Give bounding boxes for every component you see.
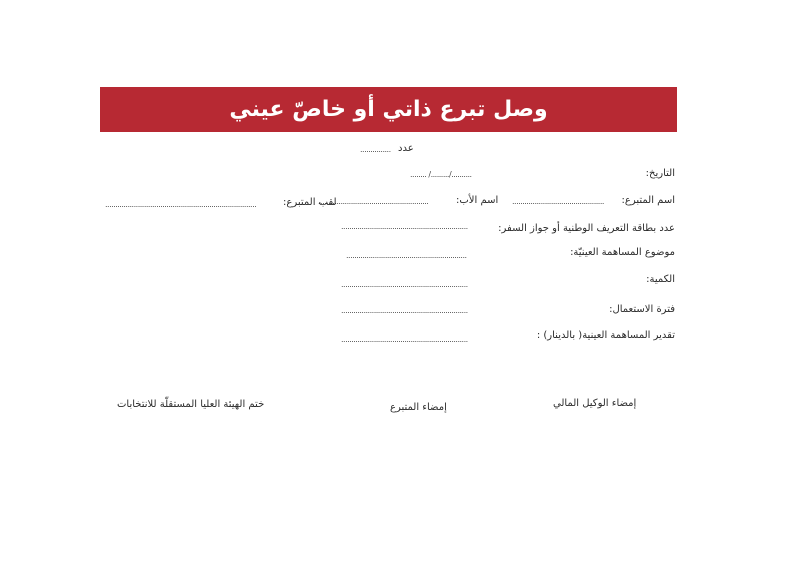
number-dots: ...............	[360, 145, 391, 154]
page-title: وصل تبرع ذاتي أو خاصّ عيني	[229, 97, 548, 122]
authority-stamp: ختم الهيئة العليا المستقلّة للانتخابات	[117, 399, 265, 410]
subject-dots: ...........................................................	[346, 251, 467, 260]
date-label: التاريخ:	[645, 168, 675, 179]
donor-surname-label: لقب المتبرع:	[283, 197, 337, 208]
financial-agent-signature: إمضاء الوكيل المالي	[553, 398, 637, 409]
donor-surname-dots: ..........................................................................	[105, 200, 257, 209]
usage-period-label: فترة الاستعمال:	[609, 304, 675, 315]
father-name-dots: ......................................................	[318, 197, 429, 206]
header-banner	[100, 87, 677, 132]
id-number-dots: ..............................................................	[341, 222, 468, 231]
father-name-label: اسم الأب:	[456, 195, 499, 206]
number-label: عدد	[398, 143, 414, 154]
id-number-label: عدد بطاقة التعريف الوطنية أو جواز السفر:	[498, 223, 675, 234]
subject-label: موضوع المساهمة العينيّة:	[570, 247, 675, 258]
donor-name-label: اسم المتبرع:	[621, 195, 675, 206]
quantity-label: الكمية:	[646, 274, 675, 285]
usage-period-dots: ..............................................................	[341, 306, 468, 315]
donor-signature: إمضاء المتبرع	[390, 402, 447, 413]
quantity-dots: ..............................................................	[341, 280, 468, 289]
donor-name-dots: .............................................	[512, 197, 604, 206]
date-value: ........ /........./..........	[410, 170, 472, 179]
estimate-dots: ..............................................................	[341, 335, 468, 344]
estimate-label: تقدير المساهمة العينية( بالدينار) :	[536, 330, 675, 341]
